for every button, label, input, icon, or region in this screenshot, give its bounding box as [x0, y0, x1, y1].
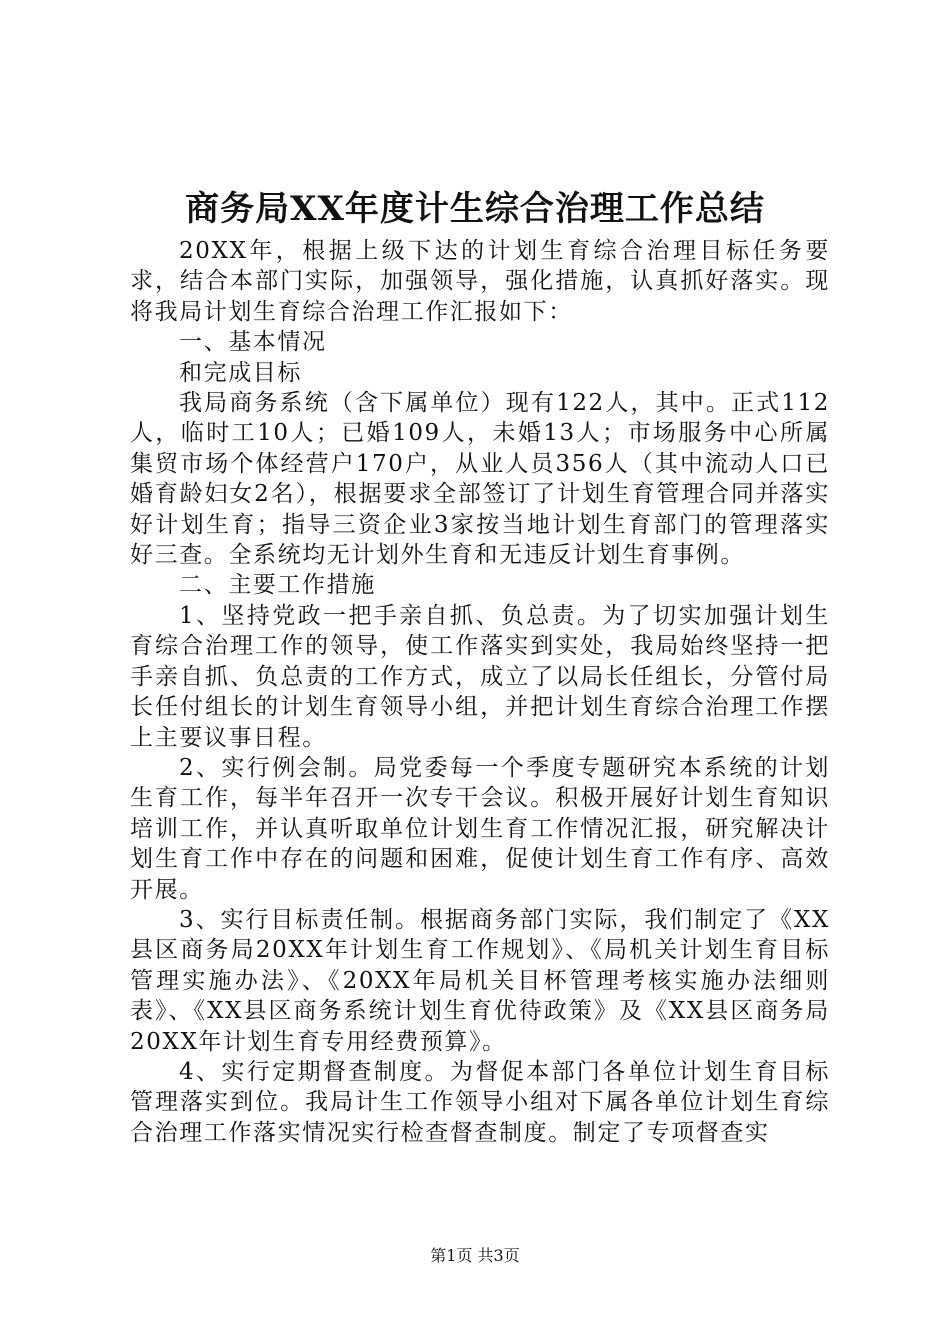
- paragraph-measure-3: 3、实行目标责任制。根据商务部门实际，我们制定了《XX县区商务局20XX年计划生育工作规划》、《局机关计划生育目标管理实施办法》、《20XX年局机关目杯管理考核实施办法细则表》、《XX县区商务系统计划生育优待政策》及《XX县区商务局20XX年计划生育专用经费预算》。: [130, 906, 830, 1055]
- section-heading-basic: 一、基本情况: [179, 329, 327, 356]
- page-number: 第1页 共3页: [430, 1246, 520, 1265]
- document-body: [130, 236, 830, 1148]
- document-title: 商务局XX年度计生综合治理工作总结: [185, 189, 765, 229]
- section-subheading-goals: 和完成目标: [179, 359, 302, 386]
- section-heading-measures: 二、主要工作措施: [179, 572, 376, 599]
- paragraph-intro: 20XX年，根据上级下达的计划生育综合治理目标任务要求，结合本部门实际，加强领导，强化措施，认真抓好落实。现将我局计划生育综合治理工作汇报如下：: [130, 238, 830, 325]
- paragraph-measure-4: 4、实行定期督查制度。为督促本部门各单位计划生育目标管理落实到位。我局计生工作领导小组对下属各单位计划生育综合治理工作落实情况实行检查督查制度。制定了专项督查实: [130, 1058, 830, 1146]
- paragraph-basic-situation: 我局商务系统（含下属单位）现有122人，其中。正式112人，临时工10人；已婚109人，未婚13人；市场服务中心所属集贸市场个体经营户170户，从业人员356人（其中流动人口已婚育龄妇女2名），根据要求全部签订了计划生育管理合同并落实好计划生育；指导三资企业3家按当地计划生育部门的管理落实好三查。全系统均无计划外生育和无违反计划生育事例。: [130, 390, 830, 569]
- paragraph-measure-2: 2、实行例会制。局党委每一个季度专题研究本系统的计划生育工作，每半年召开一次专干会议。积极开展好计划生育知识培训工作，并认真听取单位计划生育工作情况汇报，研究解决计划生育工作中存在的问题和困难，促使计划生育工作有序、高效开展。: [130, 754, 830, 903]
- paragraph-measure-1: 1、坚持党政一把手亲自抓、负总责。为了切实加强计划生育综合治理工作的领导，使工作落实到实处，我局始终坚持一把手亲自抓、负总责的工作方式，成立了以局长任组长，分管付局长任付组长的计划生育领导小组，并把计划生育综合治理工作摆上主要议事日程。: [130, 602, 830, 751]
